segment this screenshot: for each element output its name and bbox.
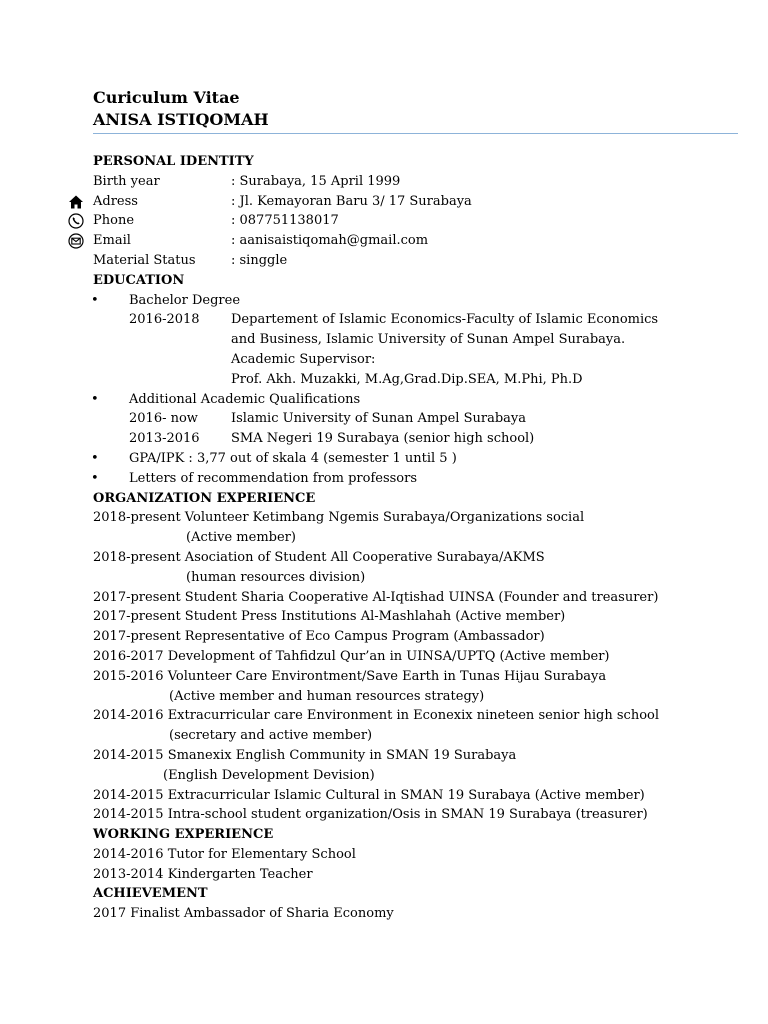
education-text: Departement of Islamic Economics-Faculty of Islamic Economics xyxy=(231,312,659,328)
additional-title: Additional Academic Qualifications xyxy=(129,391,361,407)
org-item-detail: (Active member and human resources strategy) xyxy=(169,688,485,704)
org-item-detail: (secretary and active member) xyxy=(169,728,373,744)
org-item-detail: (English Development Devision) xyxy=(163,767,375,783)
personal-row-birth xyxy=(93,172,753,192)
personal-row-status xyxy=(93,251,753,271)
email-icon xyxy=(68,233,84,249)
personal-value: : 087751138017 xyxy=(231,213,339,229)
education-text: Academic Supervisor: xyxy=(231,351,376,367)
header-divider xyxy=(93,133,738,134)
education-year: 2016-2018 xyxy=(129,312,200,328)
personal-label: Birth year xyxy=(93,173,160,189)
letters-text: Letters of recommendation from professors xyxy=(129,470,418,486)
title-block xyxy=(93,87,269,131)
education-text: SMA Negeri 19 Surabaya (senior high school) xyxy=(231,431,535,447)
section-heading-personal: PERSONAL IDENTITY xyxy=(93,154,254,169)
personal-row-address xyxy=(93,192,753,212)
org-item: 2018-present Volunteer Ketimbang Ngemis Surabaya/Organizations social xyxy=(93,510,585,526)
education-additional-row xyxy=(93,429,753,449)
org-item: 2016-2017 Development of Tahfidzul Qur’an in UINSA/UPTQ (Active member) xyxy=(93,648,610,664)
education-gpa xyxy=(93,449,753,469)
personal-row-phone xyxy=(93,211,753,231)
personal-value: : aanisaistiqomah@gmail.com xyxy=(231,233,429,249)
personal-value: : singgle xyxy=(231,252,288,268)
section-heading-education: EDUCATION xyxy=(93,272,185,288)
org-item: 2018-present Asociation of Student All Cooperative Surabaya/AKMS xyxy=(93,549,545,565)
education-text: and Business, Islamic University of Sunan Ampel Surabaya. xyxy=(231,332,626,348)
org-item-detail: (Active member) xyxy=(186,530,296,546)
bachelor-title: Bachelor Degree xyxy=(129,292,241,308)
personal-label: Adress xyxy=(93,193,138,209)
bullet-icon: • xyxy=(91,292,99,308)
personal-row-email xyxy=(93,231,753,251)
education-letters xyxy=(93,469,753,489)
work-item: 2014-2016 Tutor for Elementary School xyxy=(93,846,356,862)
section-heading-working: WORKING EXPERIENCE xyxy=(93,827,274,843)
education-bachelor-title xyxy=(93,291,753,311)
education-additional-row xyxy=(93,409,753,429)
home-icon xyxy=(68,194,84,210)
org-item: 2014-2016 Extracurricular care Environment in Econexix nineteen senior high school xyxy=(93,708,660,724)
education-text: Islamic University of Sunan Ampel Surabaya xyxy=(231,411,526,427)
org-item: 2015-2016 Volunteer Care Environtment/Save Earth in Tunas Hijau Surabaya xyxy=(93,668,607,684)
section-heading-achievement: ACHIEVEMENT xyxy=(93,886,208,902)
education-year: 2013-2016 xyxy=(129,431,200,447)
personal-label: Material Status xyxy=(93,252,196,268)
org-item: 2017-present Student Sharia Cooperative Al-Iqtishad UINSA (Founder and treasurer) xyxy=(93,589,659,605)
cv-content xyxy=(93,152,753,924)
education-additional-title xyxy=(93,390,753,410)
gpa-text: GPA/IPK : 3,77 out of skala 4 (semester 1 until 5 ) xyxy=(129,450,457,466)
org-item: 2014-2015 Extracurricular Islamic Cultural in SMAN 19 Surabaya (Active member) xyxy=(93,787,645,803)
bullet-icon: • xyxy=(91,450,99,466)
section-heading-organization: ORGANIZATION EXPERIENCE xyxy=(93,490,316,506)
bullet-icon: • xyxy=(91,470,99,486)
org-item-detail: (human resources division) xyxy=(186,569,366,585)
org-item: 2014-2015 Smanexix English Community in SMAN 19 Surabaya xyxy=(93,747,517,763)
education-year: 2016- now xyxy=(129,411,198,427)
org-item: 2014-2015 Intra-school student organization/Osis in SMAN 19 Surabaya (treasurer) xyxy=(93,807,648,823)
phone-icon xyxy=(68,213,84,229)
work-item: 2013-2014 Kindergarten Teacher xyxy=(93,866,313,882)
education-bachelor-row xyxy=(93,310,753,330)
personal-label: Email xyxy=(93,233,131,249)
achievement-item: 2017 Finalist Ambassador of Sharia Economy xyxy=(93,906,394,922)
document-title: Curiculum Vitae xyxy=(93,88,240,107)
education-text: Prof. Akh. Muzakki, M.Ag,Grad.Dip.SEA, M.Phi, Ph.D xyxy=(231,371,583,387)
org-item: 2017-present Student Press Institutions Al-Mashlahah (Active member) xyxy=(93,609,566,625)
person-name: ANISA ISTIQOMAH xyxy=(93,110,269,129)
bullet-icon: • xyxy=(91,391,99,407)
org-item: 2017-present Representative of Eco Campus Program (Ambassador) xyxy=(93,629,545,645)
personal-value: : Jl. Kemayoran Baru 3/ 17 Surabaya xyxy=(231,193,472,209)
personal-value: : Surabaya, 15 April 1999 xyxy=(231,173,401,189)
personal-label: Phone xyxy=(93,213,135,229)
